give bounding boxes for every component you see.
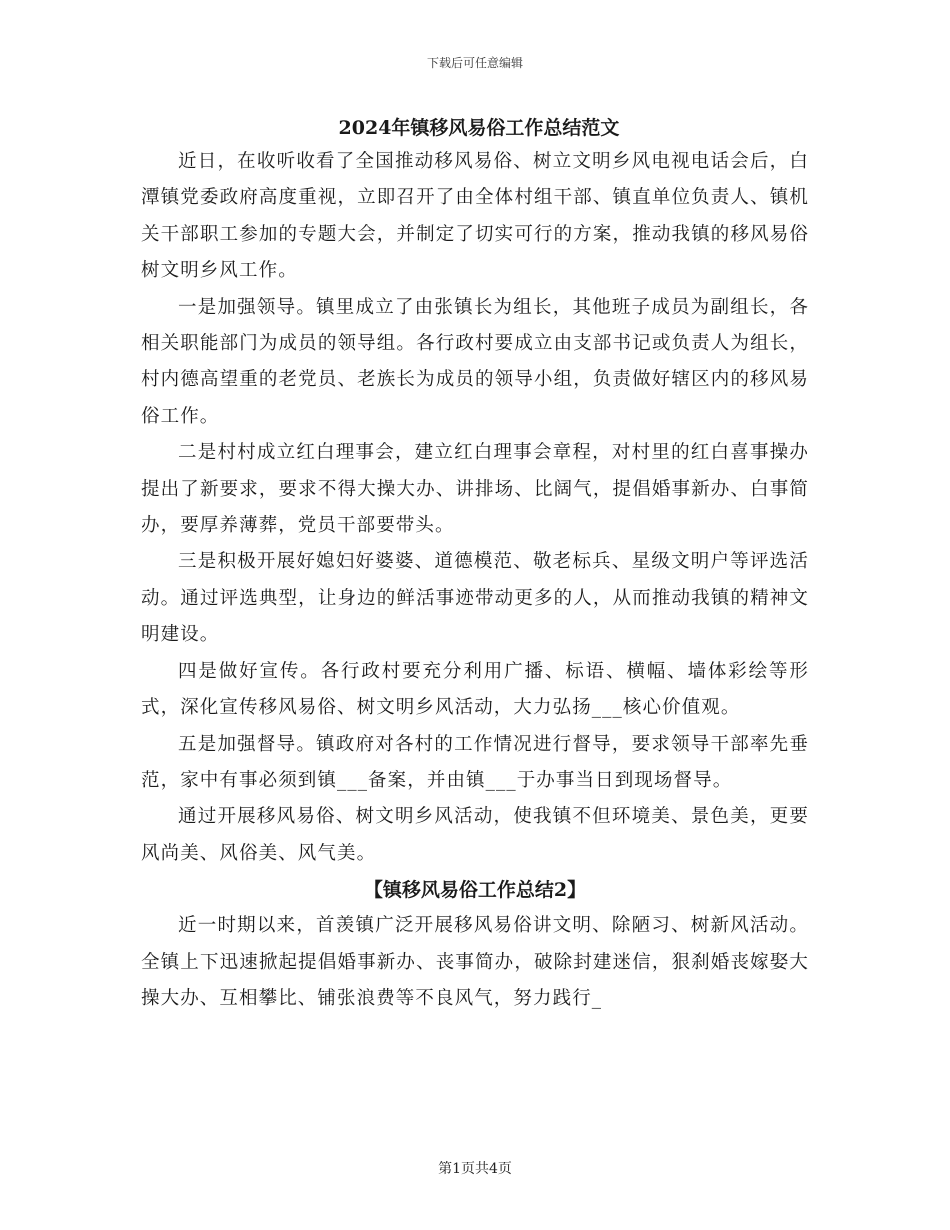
paragraph-supervision: 五是加强督导。镇政府对各村的工作情况进行督导，要求领导干部率先垂范，家中有事必须到镇___备案，并由镇___于办事当日到现场督导。 bbox=[141, 733, 809, 791]
section-2-title: 【镇移风易俗工作总结2】 bbox=[363, 879, 587, 902]
document-title: 2024年镇移风易俗工作总结范文 bbox=[338, 117, 620, 139]
paragraph-leadership: 一是加强领导。镇里成立了由张镇长为组长，其他班子成员为副组长，各相关职能部门为成员的领导组。各行政村要成立由支部书记或负责人为组长，村内德高望重的老党员、老族长为成员的领导小组，负责做好辖区内的移风易俗工作。 bbox=[141, 296, 809, 427]
document-body bbox=[141, 112, 809, 1017]
page-number: 第1页共4页 bbox=[438, 1161, 512, 1177]
paragraph-selection: 三是积极开展好媳妇好婆婆、道德模范、敬老标兵、星级文明户等评选活动。通过评选典型，让身边的鲜活事迹带动更多的人，从而推动我镇的精神文明建设。 bbox=[141, 551, 809, 646]
paragraph-publicity: 四是做好宣传。各行政村要充分利用广播、标语、横幅、墙体彩绘等形式，深化宣传移风易俗、树文明乡风活动，大力弘扬___核心价值观。 bbox=[141, 660, 809, 719]
page-header-note: 下载后可任意编辑 bbox=[426, 56, 523, 70]
paragraph-conclusion: 通过开展移风易俗、树文明乡风活动，使我镇不但环境美、景色美，更要风尚美、风俗美、风气美。 bbox=[141, 806, 809, 864]
section-2-paragraph: 近一时期以来，首羡镇广泛开展移风易俗讲文明、除陋习、树新风活动。全镇上下迅速掀起提倡婚事新办、丧事简办，破除封建迷信，狠刹婚丧嫁娶大操大办、互相攀比、铺张浪费等不良风气，努力践行_ bbox=[141, 915, 809, 1009]
paragraph-council: 二是村村成立红白理事会，建立红白理事会章程，对村里的红白喜事操办提出了新要求，要求不得大操大办、讲排场、比阔气，提倡婚事新办、白事简办，要厚养薄葬，党员干部要带头。 bbox=[141, 442, 809, 537]
paragraph-intro: 近日，在收听收看了全国推动移风易俗、树立文明乡风电视电话会后，白潭镇党委政府高度重视，立即召开了由全体村组干部、镇直单位负责人、镇机关干部职工参加的专题大会，并制定了切实可行的方案，推动我镇的移风易俗树文明乡风工作。 bbox=[141, 151, 809, 282]
